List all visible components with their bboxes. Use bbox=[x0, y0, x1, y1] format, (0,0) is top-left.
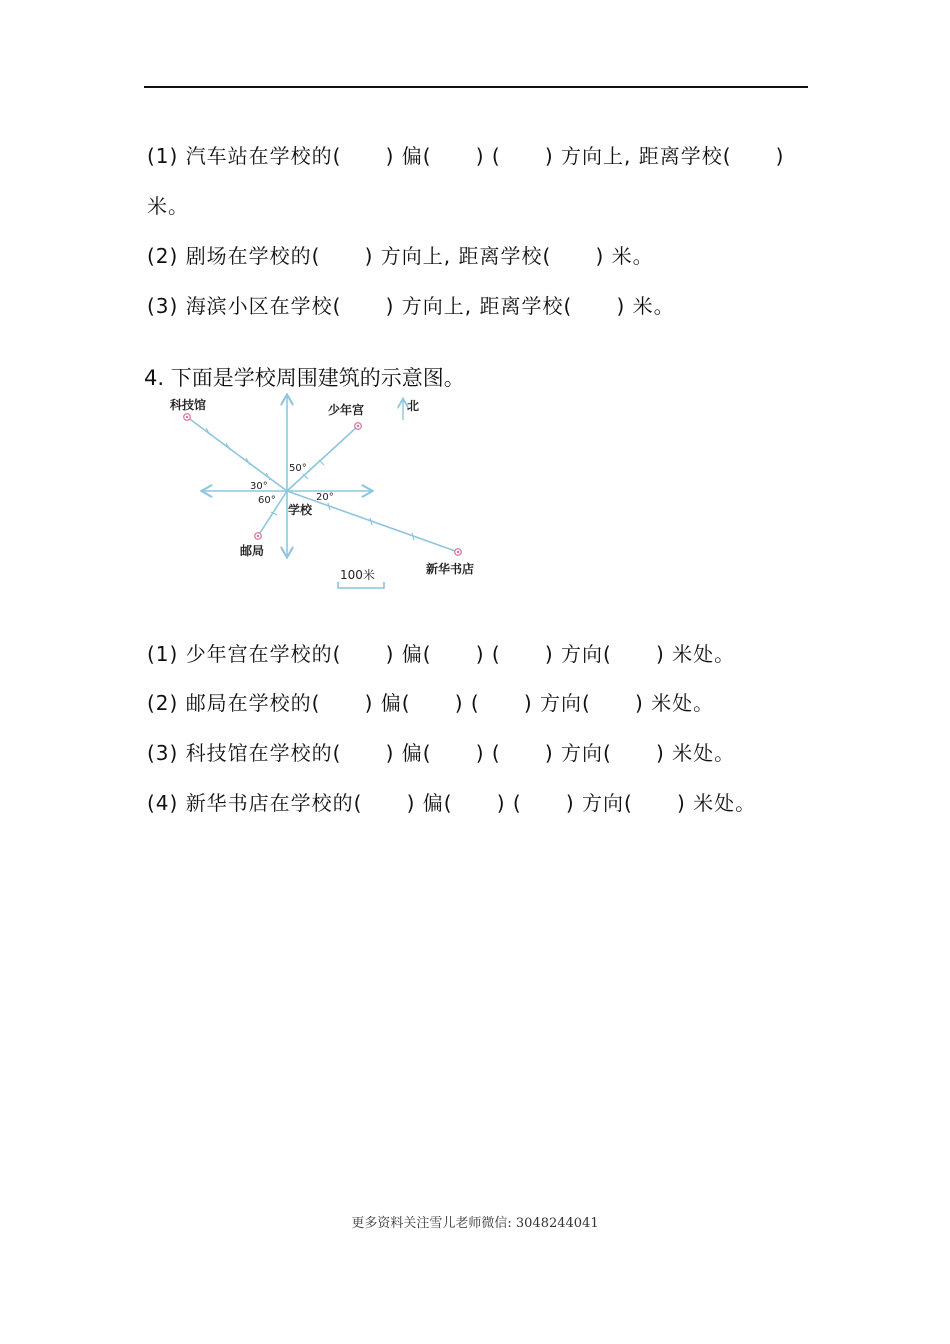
label-north: 北 bbox=[407, 399, 420, 413]
shaoniangong-ray bbox=[287, 426, 358, 491]
q4-item1: (1) 少年宫在学校的( ) 偏( ) ( ) 方向( ) 米处。 bbox=[147, 642, 736, 666]
label-youju: 邮局 bbox=[240, 544, 265, 558]
angle-30: 30° bbox=[250, 481, 268, 492]
angle-50: 50° bbox=[289, 463, 307, 474]
angle-60: 60° bbox=[258, 495, 276, 506]
top-divider bbox=[144, 86, 808, 88]
q3-item2: (2) 剧场在学校的( ) 方向上, 距离学校( ) 米。 bbox=[147, 244, 654, 268]
kejiguan-ray bbox=[187, 417, 287, 491]
angle-20: 20° bbox=[316, 492, 334, 503]
q4-item2: (2) 邮局在学校的( ) 偏( ) ( ) 方向( ) 米处。 bbox=[147, 691, 715, 715]
scale-bar bbox=[338, 582, 384, 588]
q3-item3: (3) 海滨小区在学校( ) 方向上, 距离学校( ) 米。 bbox=[147, 294, 675, 318]
label-shaoniangong: 少年宫 bbox=[328, 403, 365, 417]
q4-title: 4. 下面是学校周围建筑的示意图。 bbox=[144, 366, 465, 390]
footer-note: 更多资料关注雪儿老师微信: 3048244041 bbox=[351, 1216, 599, 1231]
scale-label: 100米 bbox=[340, 568, 375, 582]
label-xinhua: 新华书店 bbox=[426, 562, 475, 576]
q4-item3: (3) 科技馆在学校的( ) 偏( ) ( ) 方向( ) 米处。 bbox=[147, 741, 736, 765]
q3-item1-line1: (1) 汽车站在学校的( ) 偏( ) ( ) 方向上, 距离学校( ) bbox=[147, 144, 785, 168]
label-school: 学校 bbox=[288, 503, 313, 517]
label-kejiguan: 科技馆 bbox=[170, 398, 207, 412]
direction-diagram bbox=[160, 390, 500, 590]
ray-ticks bbox=[206, 428, 414, 540]
xinhua-ray bbox=[287, 491, 458, 552]
q4-item4: (4) 新华书店在学校的( ) 偏( ) ( ) 方向( ) 米处。 bbox=[147, 791, 757, 815]
q3-item1-line2: 米。 bbox=[147, 194, 189, 218]
direction-diagram-svg bbox=[160, 390, 500, 590]
